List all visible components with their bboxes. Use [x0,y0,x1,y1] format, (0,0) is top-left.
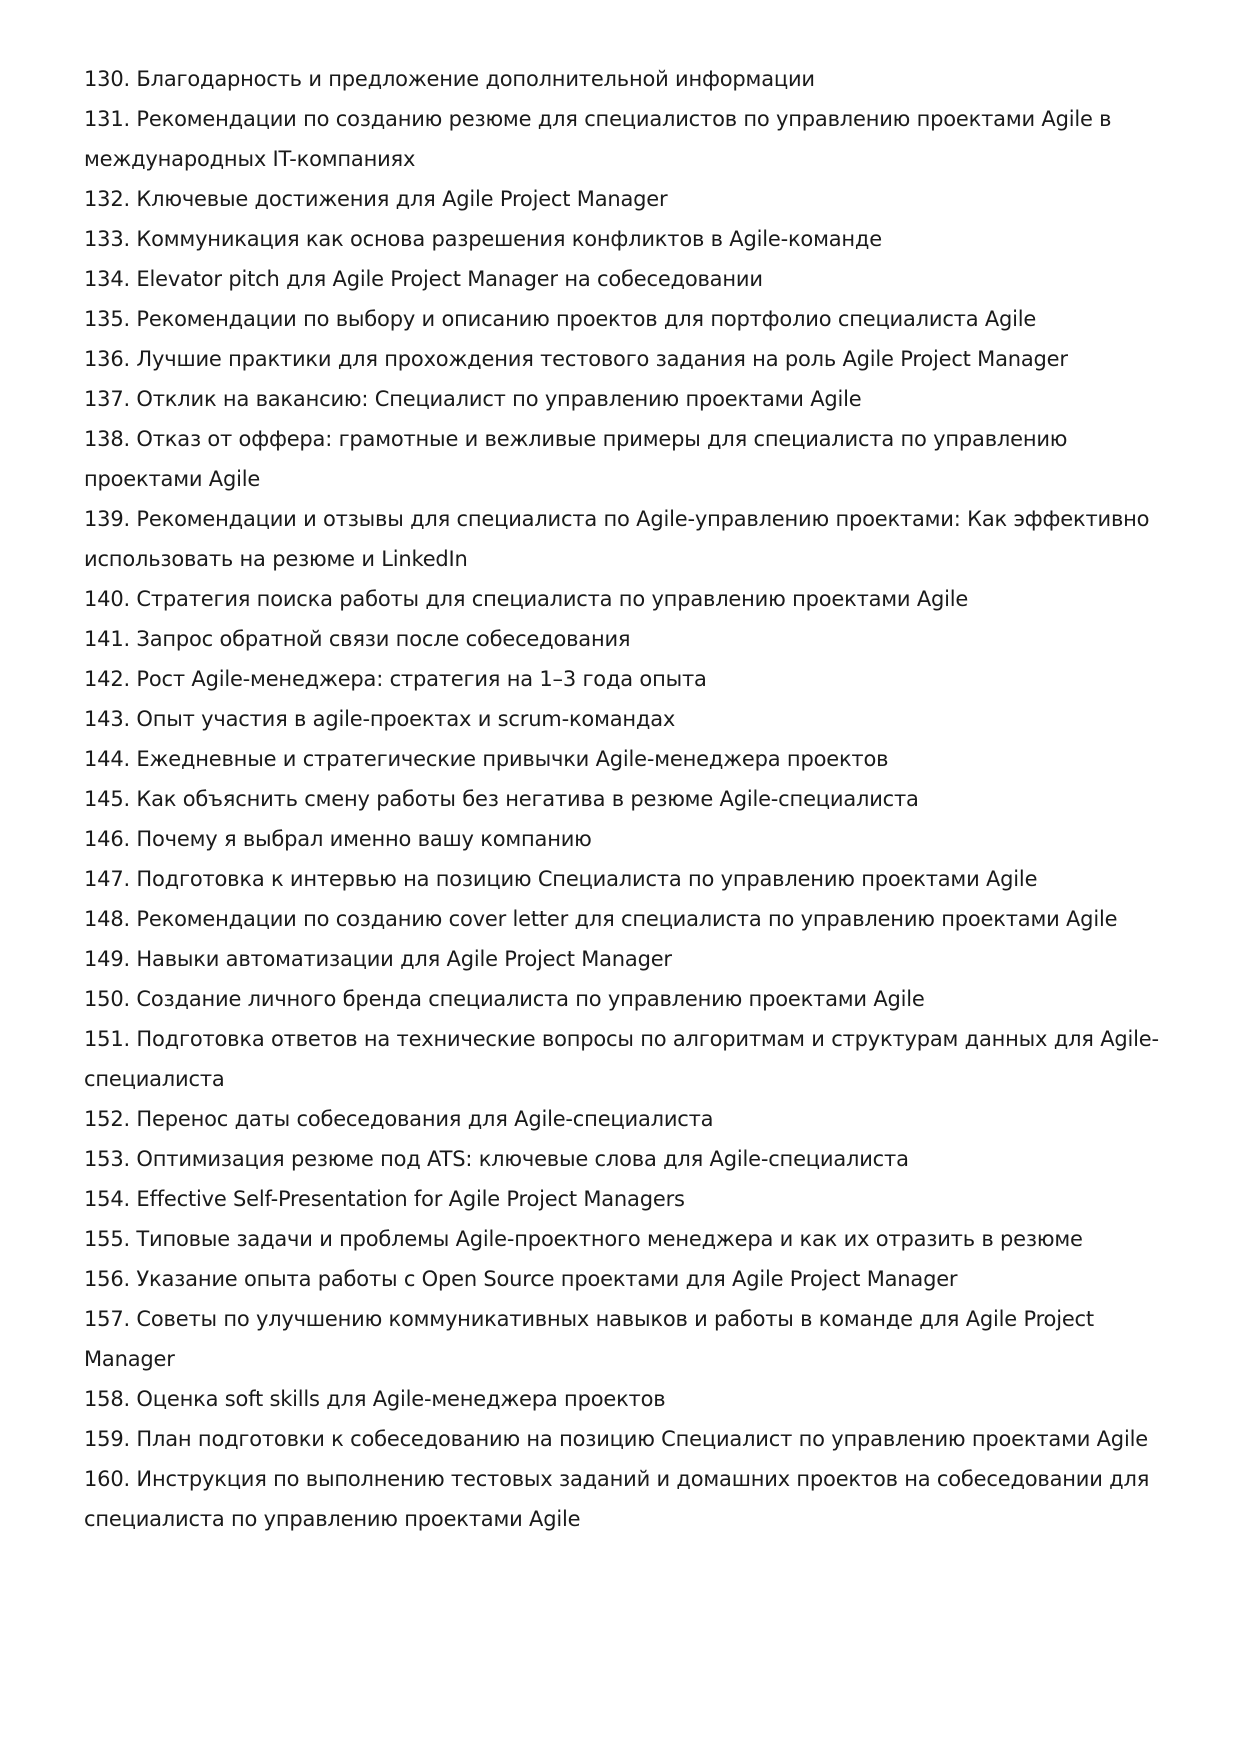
list-item: 149. Навыки автоматизации для Agile Project Manager [84,947,672,971]
list-item: 142. Рост Agile-менеджера: стратегия на 1–3 года опыта [84,667,707,691]
list-item: 139. Рекомендации и отзывы для специалиста по Agile-управлению проектами: Как эффективно использовать на резюме и LinkedIn [84,507,1150,571]
list-item: 144. Ежедневные и стратегические привычки Agile-менеджера проектов [84,747,889,771]
list-item: 151. Подготовка ответов на технические вопросы по алгоритмам и структурам данных для Agile-специалиста [84,1027,1159,1091]
list-item: 130. Благодарность и предложение дополнительной информации [84,67,815,91]
list-item: 148. Рекомендации по созданию cover letter для специалиста по управлению проектами Agile [84,907,1118,931]
list-item: 140. Стратегия поиска работы для специалиста по управлению проектами Agile [84,587,969,611]
list-item: 154. Effective Self-Presentation for Agile Project Managers [84,1187,685,1211]
list-item: 156. Указание опыта работы с Open Source проектами для Agile Project Manager [84,1267,958,1291]
list-item: 131. Рекомендации по созданию резюме для специалистов по управлению проектами Agile в международных IT-компаниях [84,107,1112,171]
table-of-contents [84,59,1174,1539]
list-item: 152. Перенос даты собеседования для Agile-специалиста [84,1107,714,1131]
list-item: 146. Почему я выбрал именно вашу компанию [84,827,592,851]
list-item: 159. План подготовки к собеседованию на позицию Специалист по управлению проектами Agile [84,1427,1148,1451]
list-item: 160. Инструкция по выполнению тестовых заданий и домашних проектов на собеседовании для специалиста по управлению проектами Agile [84,1467,1150,1531]
list-item: 135. Рекомендации по выбору и описанию проектов для портфолио специалиста Agile [84,307,1037,331]
list-item: 145. Как объяснить смену работы без негатива в резюме Agile-специалиста [84,787,919,811]
list-item: 157. Советы по улучшению коммуникативных навыков и работы в команде для Agile Project Manager [84,1307,1094,1371]
list-item: 133. Коммуникация как основа разрешения конфликтов в Agile-команде [84,227,882,251]
list-item: 158. Оценка soft skills для Agile-менеджера проектов [84,1387,666,1411]
list-item: 143. Опыт участия в agile-проектах и scrum-командах [84,707,676,731]
list-item: 150. Создание личного бренда специалиста по управлению проектами Agile [84,987,925,1011]
list-item: 155. Типовые задачи и проблемы Agile-проектного менеджера и как их отразить в резюме [84,1227,1083,1251]
list-item: 134. Elevator pitch для Agile Project Manager на собеседовании [84,267,763,291]
list-item: 153. Оптимизация резюме под ATS: ключевые слова для Agile-специалиста [84,1147,909,1171]
list-item: 147. Подготовка к интервью на позицию Специалиста по управлению проектами Agile [84,867,1038,891]
list-item: 132. Ключевые достижения для Agile Project Manager [84,187,668,211]
list-item: 141. Запрос обратной связи после собеседования [84,627,631,651]
list-item: 136. Лучшие практики для прохождения тестового задания на роль Agile Project Manager [84,347,1068,371]
document-page [84,59,1174,1539]
list-item: 137. Отклик на вакансию: Специалист по управлению проектами Agile [84,387,862,411]
list-item: 138. Отказ от оффера: грамотные и вежливые примеры для специалиста по управлению проектами Agile [84,427,1068,491]
